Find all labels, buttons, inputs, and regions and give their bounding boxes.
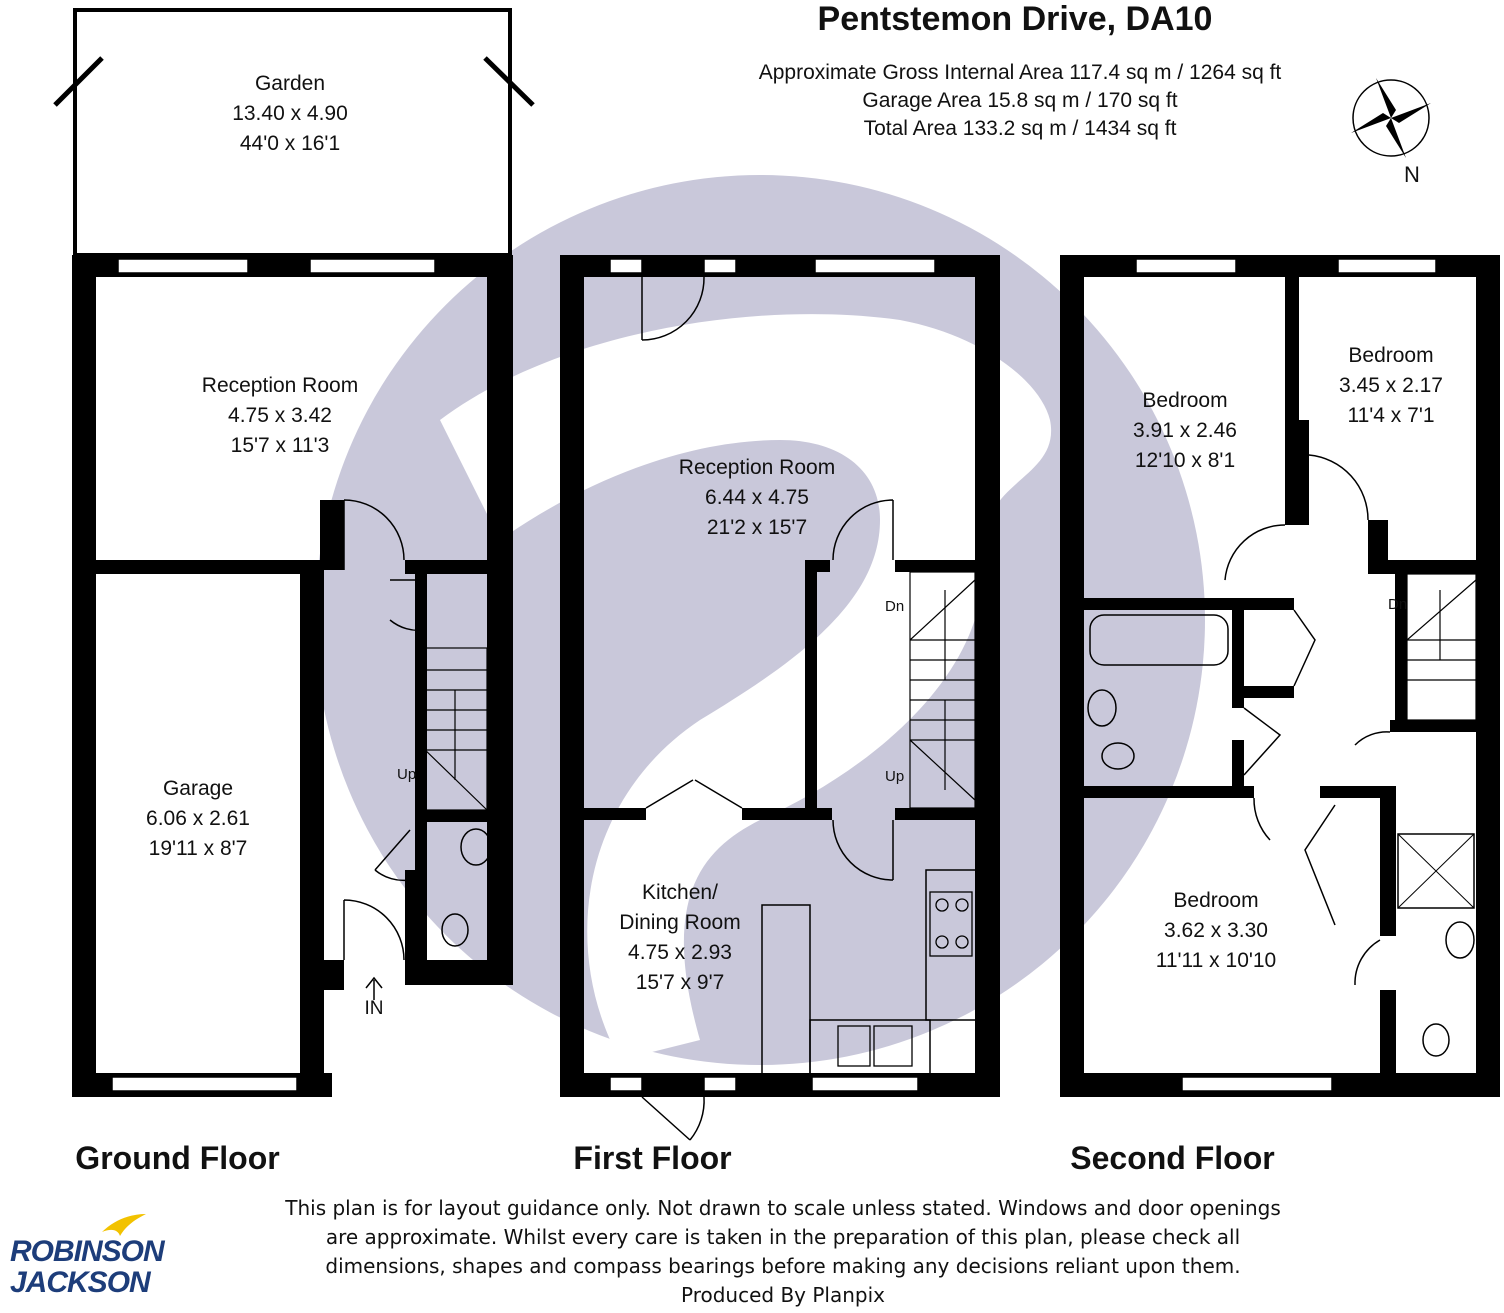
compass-north-label: N [1404,162,1420,187]
wall [1390,720,1500,732]
wall [584,808,646,820]
ground-stairs-up-label: Up [397,766,417,783]
bedroom-3-imperial: 11'11 x 10'10 [1155,949,1277,972]
bedroom-2-metric: 3.45 x 2.17 [1339,374,1443,397]
wall [72,560,324,574]
window [704,1077,736,1091]
window [118,259,248,273]
first-reception-name: Reception Room [678,456,836,479]
first-reception-metric: 6.44 x 4.75 [705,486,809,509]
second-floor-title: Second Floor [1070,1140,1275,1176]
wall [1299,420,1309,525]
garden-imperial: 44'0 x 16'1 [239,132,341,155]
garden-name: Garden [254,72,326,95]
first-reception-imperial: 21'2 x 15'7 [706,516,808,539]
first-stairs-down-label: Dn [885,598,905,615]
wall [1244,686,1294,698]
window [704,259,736,273]
wall [72,255,96,1097]
gate-mark-left [55,58,102,105]
garage-name: Garage [162,777,234,800]
wall [895,560,975,572]
wall [1476,255,1500,1097]
property-title: Pentstemon Drive, DA10 [817,0,1213,38]
toilet-icon [1423,1024,1449,1056]
wall [1380,786,1396,936]
bedroom-3-metric: 3.62 x 3.30 [1164,919,1268,942]
window [1136,259,1236,273]
bedroom-1-imperial: 12'10 x 8'1 [1134,449,1236,472]
bedroom-1-name: Bedroom [1142,389,1228,412]
wall [1380,990,1396,1080]
wall [1232,740,1244,798]
window [1338,259,1436,273]
bedroom-3-name: Bedroom [1173,889,1259,912]
window [1182,1077,1332,1091]
wall [975,255,1000,1097]
basin-icon [1446,922,1474,958]
door-swing [1254,798,1270,840]
entrance-label: IN [364,998,384,1019]
wall [805,560,830,572]
brand-name-line-1: ROBINSON [10,1235,164,1268]
wall [405,870,427,965]
wall [320,960,344,990]
disclaimer-line-2: are approximate. Whilst every care is taken in the preparation of this plan, please check all [325,1225,1241,1249]
window [610,259,642,273]
kitchen-metric: 4.75 x 2.93 [628,941,732,964]
wall [1084,786,1254,798]
door-swing [1225,525,1285,580]
first-floor-title: First Floor [573,1140,732,1176]
wall [415,810,510,822]
door-swing [1309,455,1368,520]
compass-icon [1351,78,1431,158]
wall [1084,598,1234,610]
wall [1368,560,1500,574]
wall [320,500,344,570]
bedroom-2-name: Bedroom [1348,344,1434,367]
garden-metric: 13.40 x 4.90 [232,102,348,125]
kitchen-name: Kitchen/ [642,881,718,904]
door-swing [642,1097,704,1140]
wall [895,808,975,820]
window [812,1077,918,1091]
first-stairs-up-label: Up [885,768,905,785]
wall [1244,598,1294,610]
bedroom-2-imperial: 11'4 x 7'1 [1347,404,1435,427]
kitchen-name-2: Dining Room [619,911,741,934]
door-swing [1355,940,1380,985]
door-swing [1305,805,1335,925]
area-line-1: Approximate Gross Internal Area 117.4 sq m / 1264 sq ft [758,61,1282,84]
window [815,259,935,273]
door-swing [1355,732,1390,745]
wall [742,808,832,820]
door-swing [1294,610,1315,686]
wall [1060,255,1084,1097]
kitchen-imperial: 15'7 x 9'7 [635,971,725,994]
wall [805,560,817,820]
wall [1395,570,1407,720]
garage-metric: 6.06 x 2.61 [146,807,250,830]
disclaimer-line-4: Produced By Planpix [680,1283,885,1307]
disclaimer-line-1: This plan is for layout guidance only. Not drawn to scale unless stated. Windows and door openings [285,1196,1281,1220]
staircase [1407,574,1476,720]
door-swing [344,900,404,960]
window [310,259,435,273]
wall [487,255,513,985]
ground-reception-imperial: 15'7 x 11'3 [230,434,330,457]
entrance-arrow-icon [366,978,382,1000]
wall [1232,598,1244,708]
garage-imperial: 19'11 x 8'7 [148,837,248,860]
wall [560,255,584,1097]
wall [300,560,324,1097]
wall [415,570,427,870]
window [610,1077,642,1091]
wall [1320,786,1390,798]
brand-name-line-2: JACKSON [10,1266,150,1299]
area-line-2: Garage Area 15.8 sq m / 170 sq ft [862,89,1178,112]
door-swing [1244,708,1280,775]
disclaimer-line-3: dimensions, shapes and compass bearings before making any decisions reliant upon them. [325,1254,1241,1278]
wall [1285,255,1299,525]
second-stairs-down-label: Dn [1388,596,1408,613]
garage-door [112,1077,297,1091]
area-line-3: Total Area 133.2 sq m / 1434 sq ft [863,117,1177,140]
ground-reception-name: Reception Room [201,374,359,397]
ground-floor-title: Ground Floor [75,1140,280,1176]
bedroom-1-metric: 3.91 x 2.46 [1133,419,1237,442]
ground-reception-metric: 4.75 x 3.42 [228,404,332,427]
